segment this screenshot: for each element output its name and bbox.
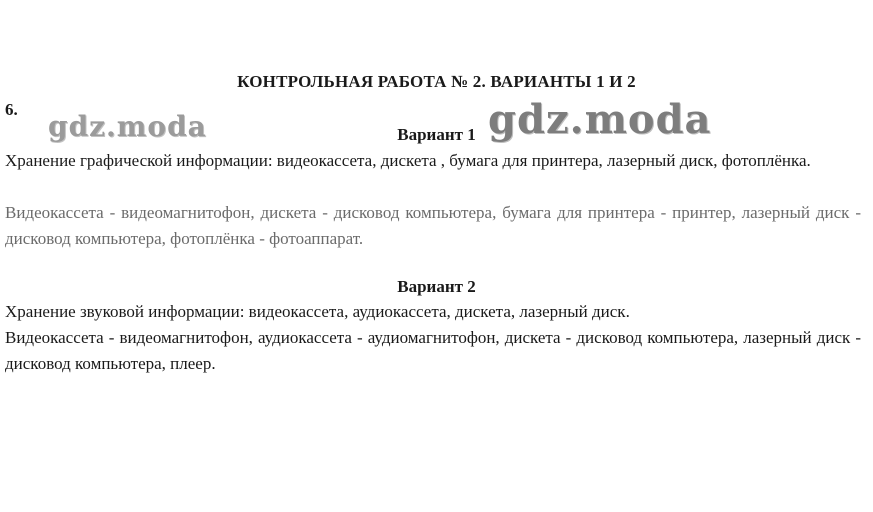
variant-1-device-pairs: Видеокассета - видеомагнитофон, дискета - дисковод компьютера, бумага для принтера - принтер, лазерный диск - дисковод компьютера, фотоплёнка - фотоаппарат. bbox=[5, 203, 861, 248]
variant-1-storage-list: Хранение графической информации: видеокассета, дискета , бумага для принтера, лазерный диск, фотоплёнка. bbox=[5, 151, 811, 170]
variant-2-device-pairs: Видеокассета - видеомагнитофон, аудиокассета - аудиомагнитофон, дискета - дисковод компьютера, лазерный диск - дисковод компьютера, плеер. bbox=[5, 328, 861, 373]
variant-2-storage-list: Хранение звуковой информации: видеокассета, аудиокассета, дискета, лазерный диск. bbox=[5, 302, 630, 321]
watermark-logo-large: gdz.moda bbox=[488, 96, 712, 143]
page-title: КОНТРОЛЬНАЯ РАБОТА № 2. ВАРИАНТЫ 1 И 2 bbox=[237, 72, 636, 91]
task-number: 6. bbox=[5, 100, 18, 119]
variant-1-heading: Вариант 1 bbox=[397, 125, 476, 144]
watermark-logo-small: gdz.moda bbox=[48, 110, 207, 143]
variant-2-heading: Вариант 2 bbox=[397, 277, 476, 296]
